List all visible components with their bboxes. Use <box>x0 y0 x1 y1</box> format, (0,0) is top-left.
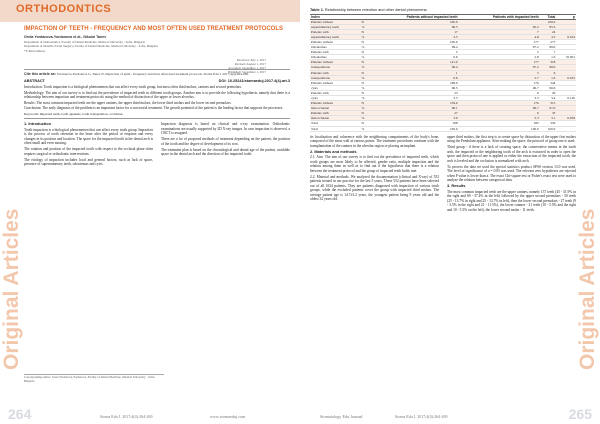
table-cell: 96.5 <box>369 24 459 29</box>
header-band <box>0 0 300 22</box>
date-published: Published: September 1, 2017 <box>227 70 266 74</box>
table-cell: 0.6 <box>369 75 459 80</box>
body-col-2 <box>161 122 290 168</box>
table-cell: 3.4 <box>540 96 557 101</box>
table-cell: Patients without <box>310 80 360 85</box>
table-cell: 344 <box>540 80 557 85</box>
table-cell: 3.5 <box>369 34 459 39</box>
authors: Greta Yordanova-Yordanova et al., Nikolai Tanev <box>24 35 107 39</box>
table-cell: 4.5 <box>540 34 557 39</box>
article-title: IMPACTION OF TEETH - FREQUENCY AND MOST OFTEN USED TREATMENT PROTOCOLS <box>24 26 284 32</box>
citation: Yordanova-Yordanova G, Tanev N. Impaction of teeth - frequency and most often used treatment protocols. Stoma Edu J. 2017;4(4):264-269. <box>56 72 249 76</box>
table-cell: % <box>360 106 368 111</box>
table-cell: 33 <box>540 111 557 116</box>
table-cell: 96.1 <box>369 106 459 111</box>
table-cell: N <box>360 19 368 24</box>
table-cell: N <box>360 29 368 34</box>
journal-name: Stomatology Edu Journal <box>320 414 363 419</box>
cite-label: Cite this article as: <box>24 72 56 76</box>
table-cell: 176 <box>459 80 540 85</box>
table-cell: 6 <box>459 90 540 95</box>
table-cell: 277 <box>540 39 557 44</box>
table-cell: 29 <box>540 90 557 95</box>
table-cell: % <box>360 24 368 29</box>
table-header-cell: Patients without impacted teeth <box>369 14 459 19</box>
section-name: ORTHODONTICS <box>16 3 112 15</box>
abstract-box <box>24 69 290 119</box>
table-cell: cysts <box>310 85 360 90</box>
table-cell: 100.0 <box>459 126 540 131</box>
email-note: *E-Mail address <box>24 48 45 53</box>
body-paragraph: 2.1. Aim. The aim of our survey is to find out the prevalence of impacted teeth, which tooth groups are most likely to be affected, gender ratio, multiple impaction and the relation among them as well as to find out if the hypothesis that there is a relation between the treatment protocol and the group of impacted teeth holds true. <box>310 155 439 173</box>
abstract-intro: Introduction: Tooth impaction is a biological phenomenon that can affect every tooth group, but most often third molars, canines and second premolars. <box>24 85 242 89</box>
table-cell: Patients with <box>310 50 360 55</box>
table-cell: 168.0 <box>369 80 459 85</box>
left-content <box>24 26 290 168</box>
table-cell: 97.2 <box>459 45 540 50</box>
table-row <box>310 126 576 131</box>
body-paragraph: The treatment plan is based on the chronological and dental age of the patient, available space in the dental arch and the direction of the impacted tooth. <box>161 147 290 156</box>
table-cell: 2 <box>369 50 459 55</box>
left-footer <box>0 404 300 424</box>
table-cell: 27 <box>369 111 459 116</box>
table-cell: 315 <box>540 101 557 106</box>
page-number: 264 <box>8 406 32 422</box>
table-cell: 3.5 <box>369 96 459 101</box>
body-paragraph: its localization and coherence with the neighboring compartments of the body's bone, composed of the sinus wall at various points. The treatment procedures continue with the transplantation of the canines in the alveolar region or placing an implant. <box>310 134 439 148</box>
table-cell: % <box>360 55 368 60</box>
table-cell: 96.7 <box>459 85 540 90</box>
methods-heading: 2. Materials and methods <box>310 148 357 154</box>
body-paragraph: upper third molars, the first step is to create space by distraction of the upper first molars using the Pendulum appliance. After making the space, the protocol of group one is used. <box>447 134 576 144</box>
table-cell: 100.0 <box>540 19 557 24</box>
table-cell: 7 <box>459 29 540 34</box>
table-cell: 99.4 <box>369 65 459 70</box>
table-cell: Odontomas <box>310 45 360 50</box>
results-table <box>310 14 576 132</box>
table-cell: 168 <box>369 121 459 126</box>
date-revised: Revised: August 1, 2017 <box>234 62 266 66</box>
table-cell: 7 <box>540 50 557 55</box>
table-cell: Patients without <box>310 60 360 65</box>
table-cell: 350 <box>540 121 557 126</box>
page-number: 265 <box>568 406 592 422</box>
body-col-1 <box>310 135 439 214</box>
table-cell: Patients with <box>310 29 360 34</box>
journal-citation: Stoma Edu J. 2017;4(4):264-269 <box>100 414 153 419</box>
body-col-1 <box>24 122 153 168</box>
table-cell: 100.0 <box>369 39 459 44</box>
table-cell: 3.9 <box>369 116 459 121</box>
article-dates <box>170 58 266 74</box>
table-cell: Patients with <box>310 111 360 116</box>
table-cell: 95.5 <box>540 24 557 29</box>
body-columns <box>24 122 290 168</box>
table-cell: cysts <box>310 96 360 101</box>
table-cell: N <box>360 39 368 44</box>
body-paragraph: Third group - if there is a lack of creating space, the conservative means in the tooth arch, the impacted or the neighboring tooth of the arch is extracted in order to open the space and then protocol one is applied or either the extraction of the impacted tooth, the arch is leveled and the occlusion is normalized with arch. <box>447 145 576 163</box>
table-cell: malocclusion <box>310 106 360 111</box>
doi: DOI: 10.25241/stomaeduj.2017.4(4).art.3 <box>218 78 290 83</box>
journal-citation: Stoma Edu J. 2017;4(4):264-269 <box>395 414 448 419</box>
table-cell: transpositions <box>310 75 360 80</box>
body-paragraph: 2.2. Material and methods. We analyzed the documentation (clinical and X-ray) of 552 patients treated in our practice for the last 5 years. These 552 patients have been selected out of all 1634 patients. They are patients diagnosed with impaction of various tooth groups, while the excluded patients cover the group with impacted third molars. The average patient age is 14.7±3.2 years, the youngest patient being 9 years old and the oldest 32 years old. <box>310 174 439 202</box>
table-cell: 318 <box>540 60 557 65</box>
table-cell: N <box>360 121 368 126</box>
table-cell: 182 <box>459 121 540 126</box>
intro-paragraph: Tooth impaction is a biological phenomenon that can affect every tooth group. Impaction is the process of tooth retention in the bone after the period of eruption and every changes in its position and location. The space for the impacted tooth in the dental arch is often small and even missing. <box>24 127 153 145</box>
journal-site[interactable]: www.stomaeduj.com <box>210 414 246 419</box>
table-cell: Patients without <box>310 101 360 106</box>
table-cell: 2.7 <box>459 75 540 80</box>
table-cell: Total <box>310 121 360 126</box>
table-header-cell: Total <box>540 14 557 19</box>
table-cell: 139.0 <box>369 101 459 106</box>
table-cell: 4.8 <box>459 34 540 39</box>
table-cell: Total <box>310 126 360 131</box>
side-tag: Original Articles <box>576 208 599 370</box>
results-heading: 3. Results <box>447 183 466 189</box>
abstract-method: Methodology: The aim of our survey is to find out the prevalence of impacted teeth in different tooth groups. Another aim is to provide the following hypothesis, namely that there is a relationship between impaction and treatment protocols using the method of distraction of the upper or lower alveolus. <box>24 90 290 99</box>
affiliation-1: Department of Orthodontics, Faculty of Dental Medicine, Medical University - Sofia, Bulgaria <box>24 39 145 44</box>
table-cell: 100.0 <box>369 126 459 131</box>
abstract-conclusion: Conclusion: The early diagnosis of the problem is an important factor for a successful treatment. The growth potential of the patient is the leading factor that supports the processes. <box>24 106 284 110</box>
table-cell: 99.0 <box>540 45 557 50</box>
table-cell: 99.0 <box>540 65 557 70</box>
intro-paragraph: The etiology of impaction includes local and general factors, such as lack of space, presence of supernumerary teeth, odontomas and cysts. <box>24 157 153 166</box>
table-cell: 5 <box>459 70 540 75</box>
table-cell: N <box>360 111 368 116</box>
abstract-heading <box>24 79 290 84</box>
corresponding-footnote: Corresponding author: Greta Yordanova-Yordanova, Faculty of Dental Medicine, Medical University - Sofia, Bulgaria <box>24 374 164 384</box>
table-cell <box>556 126 576 131</box>
table-cell: 96.6 <box>540 85 557 90</box>
table-cell: % <box>360 116 368 121</box>
table-cell: 1.0 <box>540 55 557 60</box>
body-paragraph: Impaction diagnosis is based on clinical and x-ray examination. Orthodontic examinations are usually supported by 2D X-ray images. In case impaction is observed, a CBCT is assigned. <box>161 122 290 135</box>
table-cell: 96.7 <box>459 106 540 111</box>
table-cell: 0.6 <box>369 55 459 60</box>
table-cell: 100.0 <box>540 126 557 131</box>
abstract-result: Results: The most common impacted teeth are the upper canines, the upper third molars, the lower third molars and the lower second premolars. <box>24 100 232 105</box>
right-page <box>300 0 600 424</box>
body-columns <box>310 135 576 214</box>
date-received: Received: July 1, 2017 <box>236 58 266 62</box>
table-cell: % <box>360 126 368 131</box>
body-col-2 <box>447 135 576 214</box>
table-cell: 2.8 <box>459 55 540 60</box>
table-cell: 0.014 <box>556 34 576 39</box>
table-cell: N <box>360 70 368 75</box>
table-cell: % <box>360 75 368 80</box>
affiliation-2: Department of Maxillo-Facial Surgery, Faculty of Dental Medicine, Medical University - Sofia, Bulgaria <box>24 43 158 48</box>
table-cell: 0.059 <box>556 116 576 121</box>
table-cell: 97.2 <box>459 65 540 70</box>
table-header-cell: Index <box>310 14 360 19</box>
table-cell: 100.0 <box>369 19 459 24</box>
table-header-cell: p <box>556 14 576 19</box>
table-cell: 0.120 <box>556 96 576 101</box>
body-paragraph: To process the data we used the special statistics product SPSS version 13.0 was used. The level of significance of a = 0.05 was used. The relevant zero hypotheses are rejected when P value is lower than a. The exact Chi-square test or Fisher's exact test were used to analyze the relation between categorical data. <box>447 164 576 183</box>
table-cell: N <box>360 60 368 65</box>
table-cell: 177 <box>459 60 540 65</box>
table-label: Table 1. <box>310 8 324 12</box>
table-cell: % <box>360 45 368 50</box>
table-cell: Patients without <box>310 39 360 44</box>
table-cell: Patients without <box>310 19 360 24</box>
body-paragraph: The most common impacted teeth are the upper canines, namely 137 teeth (45 - 31.9% in the right and 69 - 37.4% in the left) followed by the upper second premolars - 50 teeth (25 - 13.7% in right and 25 - 13.7% in left), then the lower second premolars - 27 teeth (9 - 3.5% in the right and 21 - 11.5%), the lower canines - 21 teeth (10 - 5.5% and the right and 10 - 5.5% on the left), the lower second molar - 11 teeth. <box>447 189 576 212</box>
table-cell: transpositions <box>310 65 360 70</box>
table-cell: 24 <box>540 29 557 34</box>
table-cell: malocclusion <box>310 116 360 121</box>
table-cell: 0.015 <box>556 75 576 80</box>
table-cell: 177 <box>459 39 540 44</box>
table-cell: 99.4 <box>369 45 459 50</box>
table-cell: % <box>360 34 368 39</box>
abstract-label: ABSTRACT <box>24 78 45 83</box>
table-cell: 17 <box>369 29 459 34</box>
table-cell: N <box>360 101 368 106</box>
table-caption: Relationship between retention and other dental phenomena <box>324 8 427 12</box>
table-cell: N <box>360 50 368 55</box>
table-cell: % <box>360 96 368 101</box>
table-cell: 23 <box>369 90 459 95</box>
table-title <box>310 8 576 13</box>
table-cell: 3.1 <box>540 116 557 121</box>
table-cell: 6 <box>540 70 557 75</box>
table-body <box>310 19 576 131</box>
table-cell: 96.5 <box>369 85 459 90</box>
table-cell: supernumerary teeth <box>310 24 360 29</box>
right-footer <box>300 404 600 424</box>
table-cell: 3.3 <box>459 96 540 101</box>
side-tag: Original Articles <box>0 208 23 370</box>
table-cell: % <box>360 85 368 90</box>
table-cell: <0.001 <box>556 55 576 60</box>
right-content <box>310 8 576 214</box>
table-cell: 5 <box>459 50 540 55</box>
table-cell: Patients with <box>310 70 360 75</box>
table-cell: 3.3 <box>459 116 540 121</box>
table-cell: Patients with <box>310 90 360 95</box>
intro-heading: 1. Introduction <box>24 121 52 126</box>
table-cell: 97.0 <box>540 106 557 111</box>
intro-paragraph: The rotation and position of the impacted tooth with respect to the occlusal plane often requires surgical or orthodontic interventions. <box>24 147 153 156</box>
table-header-cell: Patients with impacted teeth <box>459 14 540 19</box>
keywords: Keywords: impacted teeth, tooth agenesis, tooth transposition, occlusion. <box>24 111 124 116</box>
table-cell: 95.2 <box>459 24 540 29</box>
table-cell: 1.0 <box>540 75 557 80</box>
table-cell: Odontomas <box>310 55 360 60</box>
table-cell: supernumerary teeth <box>310 34 360 39</box>
table-cell: 6 <box>459 111 540 116</box>
table-cell: 1 <box>369 70 459 75</box>
table-cell: % <box>360 65 368 70</box>
table-cell: N <box>360 90 368 95</box>
date-accepted: Accepted: September 1, 2017 <box>228 66 266 70</box>
body-paragraph: There are a lot of proposed methods of treatment depending on the patient, the position of the tooth and the degree of development of its root. <box>161 137 290 146</box>
table-cell: N <box>360 80 368 85</box>
table-cell: 141.0 <box>369 60 459 65</box>
table-cell: 176 <box>459 101 540 106</box>
